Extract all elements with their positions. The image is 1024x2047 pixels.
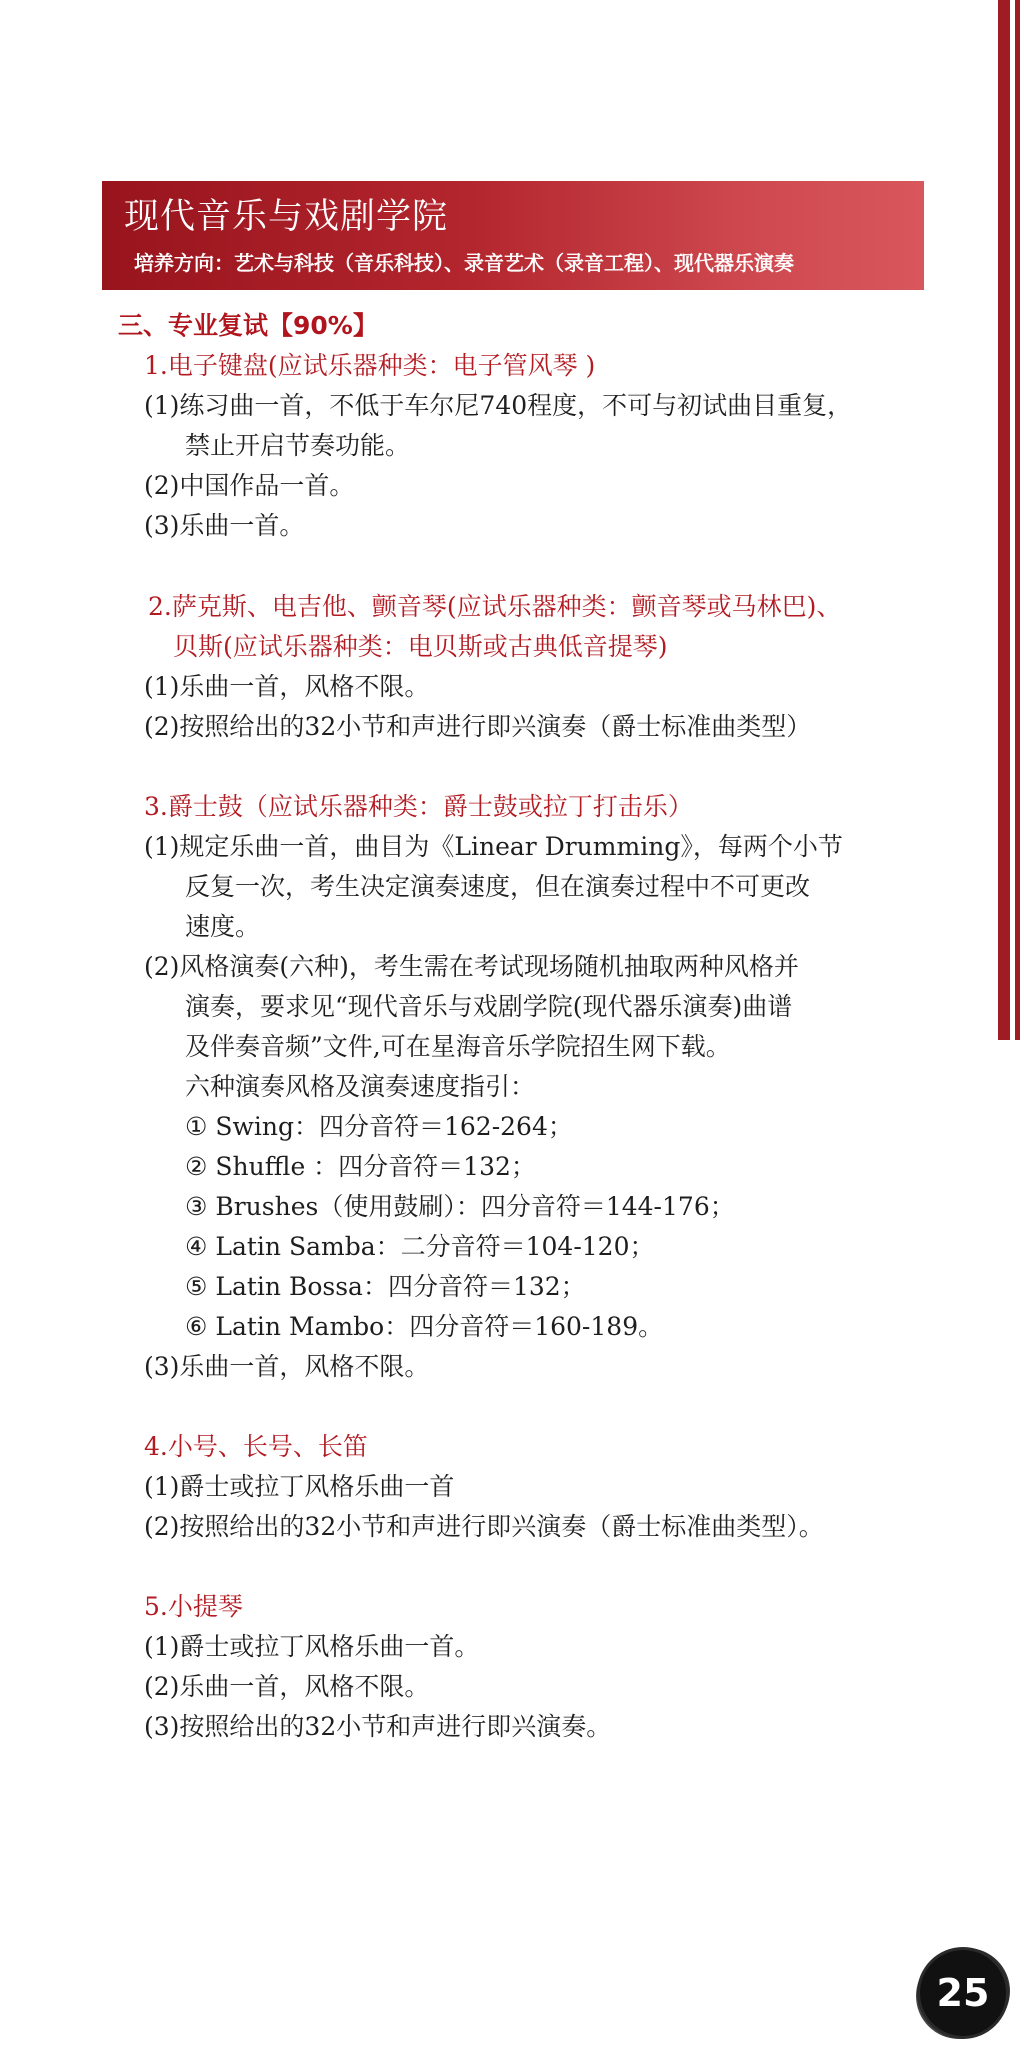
style-list-item: ⑤ Latin Bossa：四分音符＝132； [185, 1272, 586, 1301]
item-line: 及伴奏音频”文件,可在星海音乐学院招生网下载。 [185, 1032, 731, 1061]
item-line: 速度。 [185, 912, 261, 941]
item-line: (1)爵士或拉丁风格乐曲一首 [144, 1472, 455, 1501]
item-line: 反复一次，考生决定演奏速度，但在演奏过程中不可更改 [185, 872, 811, 901]
item-line: (2)按照给出的32小节和声进行即兴演奏（爵士标准曲类型） [144, 712, 812, 741]
style-list-item: ⑥ Latin Mambo：四分音符＝160-189。 [185, 1312, 664, 1341]
item-line: (3)按照给出的32小节和声进行即兴演奏。 [144, 1712, 612, 1741]
style-list-item: ① Swing：四分音符＝162-264； [185, 1112, 573, 1141]
item-line: 演奏，要求见“现代音乐与戏剧学院(现代器乐演奏)曲谱 [185, 992, 793, 1021]
style-list-item: ② Shuffle ：四分音符＝132； [185, 1152, 536, 1181]
item-line: (3)乐曲一首。 [144, 511, 305, 540]
edge-accent-line [1015, 0, 1020, 1040]
page-number-badge [920, 1950, 1006, 2036]
style-list-item: ③ Brushes（使用鼓刷）：四分音符＝144-176； [185, 1192, 735, 1221]
item-heading: 1.电子键盘(应试乐器种类：电子管风琴 ) [144, 351, 596, 380]
item-line: (2)中国作品一首。 [144, 471, 355, 500]
item-line: (1)规定乐曲一首，曲目为《Linear Drumming》，每两个小节 [144, 832, 843, 861]
item-heading: 5.小提琴 [144, 1592, 243, 1621]
section-title: 三、专业复试【90%】 [118, 311, 378, 340]
header-banner [102, 181, 924, 290]
item-line: 禁止开启节奏功能。 [185, 431, 411, 460]
item-line: (2)风格演奏(六种)，考生需在考试现场随机抽取两种风格并 [144, 952, 799, 981]
item-line: (1)练习曲一首，不低于车尔尼740程度，不可与初试曲目重复， [144, 391, 853, 420]
item-line: 六种演奏风格及演奏速度指引： [185, 1072, 536, 1101]
edge-accent-bar [998, 0, 1010, 1040]
item-line: (1)爵士或拉丁风格乐曲一首。 [144, 1632, 480, 1661]
item-heading-continued: 贝斯(应试乐器种类：电贝斯或古典低音提琴) [173, 632, 668, 661]
style-list-item: ④ Latin Samba：二分音符＝104-120； [185, 1232, 655, 1261]
page-number: 25 [936, 1971, 990, 2015]
item-heading: 3.爵士鼓（应试乐器种类：爵士鼓或拉丁打击乐） [144, 792, 693, 821]
item-line: (3)乐曲一首，风格不限。 [144, 1352, 430, 1381]
item-line: (1)乐曲一首，风格不限。 [144, 672, 430, 701]
banner-title: 现代音乐与戏剧学院 [124, 197, 449, 237]
banner-subtitle: 培养方向：艺术与科技（音乐科技）、录音艺术（录音工程）、现代器乐演奏 [134, 251, 794, 275]
item-line: (2)按照给出的32小节和声进行即兴演奏（爵士标准曲类型）。 [144, 1512, 824, 1541]
item-heading: 4.小号、长号、长笛 [144, 1432, 368, 1461]
item-line: (2)乐曲一首，风格不限。 [144, 1672, 430, 1701]
item-heading: 2.萨克斯、电吉他、颤音琴(应试乐器种类：颤音琴或马林巴)、 [148, 592, 842, 621]
